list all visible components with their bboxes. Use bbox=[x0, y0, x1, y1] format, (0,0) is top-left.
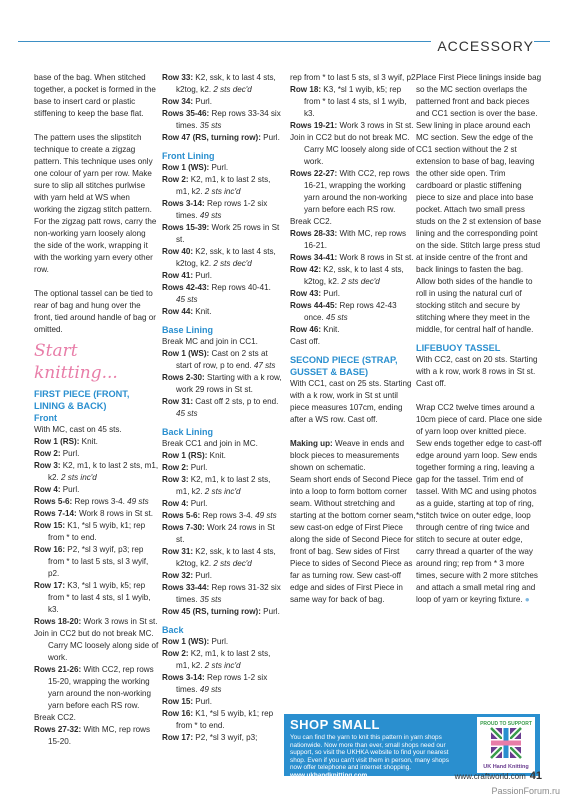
paragraph: Allow both sides of the handle to roll in using the natural curl of stocking stitch and secure by stitching where they meet in the middle, for central half of handle. bbox=[416, 277, 534, 334]
instruction-row bbox=[162, 732, 282, 744]
instruction-row bbox=[162, 636, 282, 648]
instruction-row bbox=[162, 306, 282, 318]
paragraph: The pattern uses the slipstitch technique to create a zigzag pattern. This technique uses only one colour of yarn per row. Make sure to slip all stitches purlwise with yarn held at WS when working the zigzag stitch pattern. For the zigzag patt rows, carry the non-working yarn loosely along the side of the work, wrapping it with the working yarn every other row. bbox=[34, 133, 157, 274]
row-text: K2, ssk, k to last 4 sts, k2tog, k2. bbox=[176, 73, 276, 94]
row-text: K1, *sl 5 wyib, k1; rep from * to end. bbox=[176, 709, 274, 730]
shop-link[interactable]: www.ukhandknitting.com bbox=[290, 771, 368, 779]
row-text: Purl. bbox=[60, 449, 80, 458]
row-list bbox=[162, 336, 282, 420]
row-text: Purl. bbox=[188, 499, 208, 508]
row-label: Row 46: bbox=[290, 325, 322, 334]
instruction-row bbox=[162, 546, 282, 570]
row-text: Purl. bbox=[60, 485, 80, 494]
section-heading: LIFEBUOY TASSEL bbox=[416, 343, 501, 353]
instruction-row bbox=[162, 510, 282, 522]
instruction-row bbox=[162, 372, 282, 396]
row-text: Purl. bbox=[193, 271, 212, 280]
row-text: Cast off 2 sts, p to end. bbox=[193, 397, 279, 406]
row-text: K2, ssk, k to last 4 sts, k2tog, k2. bbox=[304, 265, 404, 286]
row-label: Row 4: bbox=[162, 499, 189, 508]
row-label: Rows 5-6: bbox=[34, 497, 73, 506]
row-text: Rep rows 33-34 six times. bbox=[176, 109, 281, 130]
row-label: Row 34: bbox=[162, 97, 194, 106]
row-label: Row 16: bbox=[34, 545, 66, 554]
row-text: Rep rows 40-41. bbox=[209, 283, 271, 292]
row-list bbox=[162, 438, 282, 618]
instruction-row bbox=[34, 436, 159, 448]
subheading: Front Lining bbox=[162, 151, 215, 161]
section-tag: ACCESSORY bbox=[431, 38, 534, 54]
row-label: Rows 44-45: bbox=[290, 301, 338, 310]
row-list bbox=[162, 72, 282, 144]
instruction-row bbox=[162, 198, 282, 222]
row-label: Row 17: bbox=[162, 733, 194, 742]
row-note: 49 sts bbox=[252, 511, 277, 520]
row-label: Row 18: bbox=[290, 85, 322, 94]
instruction-row bbox=[34, 580, 159, 616]
row-label: Row 43: bbox=[290, 289, 322, 298]
subheading: Back Lining bbox=[162, 427, 214, 437]
instruction-row bbox=[162, 450, 282, 462]
row-text: rep from * to last 5 sts, sl 3 wyif, p2. bbox=[290, 73, 418, 82]
row-label: Row 2: bbox=[34, 449, 61, 458]
instruction-row bbox=[290, 132, 418, 168]
row-note: 2 sts dec'd bbox=[339, 277, 380, 286]
subheading: Base Lining bbox=[162, 325, 214, 335]
instruction-row bbox=[34, 460, 159, 484]
row-label: Rows 2-30: bbox=[162, 373, 205, 382]
instruction-row bbox=[162, 108, 282, 132]
instruction-row bbox=[162, 396, 282, 420]
row-text: K2, ssk, k to last 4 sts, k2tog, k2. bbox=[176, 247, 276, 268]
row-text: With MC, rep rows 16-21. bbox=[304, 229, 407, 250]
row-note: 2 sts inc'd bbox=[58, 473, 97, 482]
instruction-row bbox=[162, 696, 282, 708]
row-label: Row 3: bbox=[34, 461, 61, 470]
paragraph: base of the bag. When stitched together, a pocket is formed in the base to insert card or plastic stiffening to keep the base flat. bbox=[34, 73, 156, 118]
row-label: Row 2: bbox=[162, 649, 189, 658]
row-list bbox=[290, 72, 418, 348]
row-text: Cast off. bbox=[290, 337, 320, 346]
row-label: Row 47 (RS, turning row): bbox=[162, 133, 261, 142]
row-note: 2 sts dec'd bbox=[211, 559, 252, 568]
row-text: With MC, rep rows 15-20. bbox=[48, 725, 151, 746]
row-text: Break MC and join in CC1. bbox=[162, 337, 258, 346]
row-text: Purl. bbox=[193, 697, 212, 706]
row-label: Row 4: bbox=[34, 485, 61, 494]
paragraph-text: Wrap CC2 twelve times around a 10cm piece of card. Place one side of yarn loop over knitted piece. Sew ends together edge to cast-off edge around yarn loop. Sew ends together forming a ring, leaving a gap for the tassel. Trim end of tassel. With MC and using photos as a guide, starting at top of ring, *stitch twice on outer edge, loop through centre of ring twice and stitch to secure at outer edge, carry thread a quarter of the way around ring; rep from * 3 more times, secure with 2 more stitches and attach a small metal ring and loop of yarn or keyring fixture. bbox=[416, 403, 542, 604]
row-note: 45 sts bbox=[176, 409, 198, 418]
row-label: Rows 18-20: bbox=[34, 617, 82, 626]
row-note: 49 sts bbox=[124, 497, 149, 506]
column-2 bbox=[162, 72, 282, 744]
row-text: Join in CC2 but do not break MC. Carry MC loosely along side of work. bbox=[34, 629, 159, 662]
shop-text bbox=[290, 734, 452, 780]
page-number: 41 bbox=[529, 770, 542, 782]
row-label: Row 45 (RS, turning row): bbox=[162, 607, 261, 616]
instruction-row bbox=[162, 270, 282, 282]
instruction-row bbox=[162, 462, 282, 474]
instruction-row bbox=[162, 348, 282, 372]
instruction-row bbox=[290, 300, 418, 324]
row-note: 2 sts dec'd bbox=[211, 259, 252, 268]
row-text: Purl. bbox=[260, 133, 280, 142]
instruction-row bbox=[290, 72, 418, 84]
row-label: Rows 3-14: bbox=[162, 673, 205, 682]
end-mark-icon: ● bbox=[524, 595, 530, 604]
column-3 bbox=[290, 72, 418, 606]
row-label: Rows 35-46: bbox=[162, 109, 210, 118]
instruction-row bbox=[290, 324, 418, 336]
row-text: Break CC2. bbox=[290, 217, 332, 226]
instruction-row bbox=[162, 438, 282, 450]
row-label: Row 40: bbox=[162, 247, 194, 256]
row-text: Work 3 rows in St st. bbox=[81, 617, 158, 626]
paragraph: Seam short ends of Second Piece into a loop to form bottom corner seam. Without stretching and starting at the bottom corner seam, sew cast-on edge of First Piece along the side of Second Piece for front of bag. Sew sides of First Piece to sides of Second Piece as far as turning row. Sew cast-off edge and sides of First Piece in same way for back of bag. bbox=[290, 475, 416, 604]
row-text: Purl. bbox=[321, 289, 340, 298]
instruction-row bbox=[290, 264, 418, 288]
instruction-row bbox=[162, 648, 282, 672]
instruction-row bbox=[162, 162, 282, 174]
paragraph: Place First Piece linings inside bag so the MC section overlaps the patterned front and back pieces and CC1 section is over the base. Sew lining in place around each MC section. Sew the edge of the CC1 section without the 2 st extension to base of bag, leaving the other side open. Trim cardboard or plastic stiffening piece to size and place into base pocket. Attach two small press studs on the 2 st extension of base lining and the corresponding point on the side. Stitch large press stud at inside centre of the front and back linings to fasten the bag. bbox=[416, 73, 542, 274]
row-note: 45 sts bbox=[176, 295, 198, 304]
row-label: Row 44: bbox=[162, 307, 194, 316]
instruction-row bbox=[162, 672, 282, 696]
paragraph: With CC2, cast on 20 sts. Starting with a k row, work 8 rows in St st. Cast off. bbox=[416, 355, 538, 388]
row-text: Rep rows 3-4. bbox=[72, 497, 125, 506]
row-text: Rep rows 1-2 six times. bbox=[176, 673, 268, 694]
instruction-row bbox=[34, 664, 159, 712]
row-text: Knit. bbox=[321, 325, 340, 334]
instruction-row bbox=[34, 544, 159, 580]
row-label: Rows 15-39: bbox=[162, 223, 210, 232]
instruction-row bbox=[290, 84, 418, 120]
row-text: Rep rows 1-2 six times. bbox=[176, 199, 268, 220]
row-text: K3, *sl 1 wyib, k5; rep from * to last 4 sts, sl 1 wyib, k3. bbox=[304, 85, 407, 118]
row-label: Row 1 (RS): bbox=[34, 437, 80, 446]
instruction-row bbox=[34, 628, 159, 664]
row-list bbox=[162, 162, 282, 318]
logo-bottom-text: UK Hand Knitting bbox=[483, 764, 529, 770]
row-text: K3, *sl 1 wyib, k5; rep from * to last 4 sts, sl 1 wyib, k3. bbox=[48, 581, 151, 614]
row-label: Row 3: bbox=[162, 475, 189, 484]
row-text: Purl. bbox=[188, 463, 208, 472]
row-text: Rep rows 3-4. bbox=[200, 511, 253, 520]
row-label: Rows 28-33: bbox=[290, 229, 338, 238]
makeup-text: Weave in ends and block pieces to measurements shown on schematic. bbox=[290, 439, 405, 472]
row-label: Row 17: bbox=[34, 581, 66, 590]
footer-site[interactable]: www.craftworld.com bbox=[454, 772, 526, 781]
instruction-row bbox=[162, 132, 282, 144]
row-label: Row 31: bbox=[162, 397, 194, 406]
row-label: Row 15: bbox=[162, 697, 194, 706]
instruction-row bbox=[162, 336, 282, 348]
row-text: Purl. bbox=[193, 97, 212, 106]
row-label: Row 1 (WS): bbox=[162, 637, 210, 646]
row-text: Rep rows 42-43 once. bbox=[304, 301, 397, 322]
makeup-label: Making up: bbox=[290, 439, 333, 448]
row-text: Break CC2. bbox=[34, 713, 76, 722]
row-text: Knit. bbox=[79, 437, 98, 446]
instruction-row bbox=[162, 708, 282, 732]
instruction-row bbox=[34, 424, 159, 436]
union-flag-icon bbox=[477, 717, 535, 773]
row-note: 35 sts bbox=[197, 595, 222, 604]
instruction-row bbox=[34, 616, 159, 628]
row-text: Starting with a k row, work 29 rows in St st. bbox=[176, 373, 282, 394]
section-heading: FIRST PIECE (FRONT, LINING & BACK) bbox=[34, 389, 130, 411]
instruction-row bbox=[162, 174, 282, 198]
instruction-row bbox=[162, 222, 282, 246]
shop-title: SHOP SMALL bbox=[290, 717, 380, 732]
row-text: Break CC1 and join in MC. bbox=[162, 439, 258, 448]
instruction-row bbox=[162, 522, 282, 546]
paragraph bbox=[290, 438, 418, 474]
row-label: Row 33: bbox=[162, 73, 194, 82]
row-label: Row 2: bbox=[162, 175, 189, 184]
row-label: Rows 21-26: bbox=[34, 665, 82, 674]
row-text: Knit. bbox=[193, 307, 212, 316]
row-label: Row 41: bbox=[162, 271, 194, 280]
row-text: K2, m1, k to last 2 sts, m1, k2. bbox=[176, 649, 271, 670]
footer bbox=[455, 770, 542, 782]
row-text: K2, ssk, k to last 4 sts, k2tog, k2. bbox=[176, 547, 276, 568]
instruction-row bbox=[290, 288, 418, 300]
subheading: Front bbox=[34, 413, 57, 423]
column-4 bbox=[416, 72, 542, 606]
row-text: K2, m1, k to last 2 sts, m1, k2. bbox=[176, 475, 271, 496]
instruction-row bbox=[290, 120, 418, 132]
row-text: Purl. bbox=[209, 163, 229, 172]
row-list bbox=[162, 636, 282, 744]
row-text: Purl. bbox=[209, 637, 229, 646]
row-label: Row 1 (RS): bbox=[162, 451, 208, 460]
row-text: Work 24 rows in St st. bbox=[176, 523, 275, 544]
instruction-row bbox=[34, 484, 159, 496]
row-text: K2, m1, k to last 2 sts, m1, k2. bbox=[48, 461, 159, 482]
row-text: Purl. bbox=[260, 607, 280, 616]
row-label: Rows 27-32: bbox=[34, 725, 82, 734]
row-list bbox=[34, 424, 159, 748]
row-label: Rows 3-14: bbox=[162, 199, 205, 208]
instruction-row bbox=[34, 712, 159, 724]
row-text: K1, *sl 5 wyib, k1; rep from * to end. bbox=[48, 521, 146, 542]
instruction-row bbox=[34, 724, 159, 748]
instruction-row bbox=[162, 96, 282, 108]
row-note: 49 sts bbox=[197, 211, 222, 220]
logo-top-text: PROUD TO SUPPORT bbox=[480, 721, 532, 727]
row-label: Row 16: bbox=[162, 709, 194, 718]
row-text: Cast on 2 sts at start of row, p to end. bbox=[176, 349, 268, 370]
instruction-row bbox=[290, 216, 418, 228]
row-note: 45 sts bbox=[323, 313, 348, 322]
row-label: Rows 5-6: bbox=[162, 511, 201, 520]
row-text: P2, *sl 3 wyif, p3; rep from * to last 5 sts, sl 3 wyif, p2. bbox=[48, 545, 149, 578]
row-label: Row 15: bbox=[34, 521, 66, 530]
row-text: Purl. bbox=[193, 571, 212, 580]
section-heading: SECOND PIECE (STRAP, GUSSET & BASE) bbox=[290, 355, 398, 377]
row-text: With CC2, rep rows 15-20, wrapping the working yarn around the non-working yarn before each RS row. bbox=[48, 665, 154, 710]
row-label: Rows 19-21: bbox=[290, 121, 338, 130]
row-note: 2 sts inc'd bbox=[202, 487, 241, 496]
instruction-row bbox=[34, 520, 159, 544]
instruction-row bbox=[290, 228, 418, 252]
row-label: Row 2: bbox=[162, 463, 189, 472]
row-label: Rows 33-44: bbox=[162, 583, 210, 592]
instruction-row bbox=[34, 496, 159, 508]
paragraph: With CC1, cast on 25 sts. Starting with a k row, work in St st until piece measures 107cm, ending after a WS row. Cast off. bbox=[290, 379, 412, 424]
row-note: 49 sts bbox=[197, 685, 222, 694]
instruction-row bbox=[162, 246, 282, 270]
row-text: Knit. bbox=[207, 451, 226, 460]
instruction-row bbox=[290, 252, 418, 264]
start-knitting-heading: Start knitting... bbox=[34, 341, 118, 383]
row-label: Rows 7-30: bbox=[162, 523, 205, 532]
row-label: Row 42: bbox=[290, 265, 322, 274]
paragraph bbox=[416, 402, 542, 606]
row-text: Work 8 rows in St st. bbox=[76, 509, 154, 518]
row-label: Rows 22-27: bbox=[290, 169, 338, 178]
row-note: 2 sts inc'd bbox=[202, 187, 241, 196]
column-1 bbox=[34, 72, 159, 748]
instruction-row bbox=[290, 168, 418, 216]
watermark: PassionForum.ru bbox=[491, 786, 560, 796]
instruction-row bbox=[34, 448, 159, 460]
row-text: With MC, cast on 45 sts. bbox=[34, 425, 122, 434]
instruction-row bbox=[162, 498, 282, 510]
paragraph: The optional tassel can be tied to rear of bag and hung over the front, tied around handle of bag or omitted. bbox=[34, 289, 156, 334]
row-text: Rep rows 31-32 six times. bbox=[176, 583, 281, 604]
instruction-row bbox=[162, 72, 282, 96]
instruction-row bbox=[162, 570, 282, 582]
row-text: K2, m1, k to last 2 sts, m1, k2. bbox=[176, 175, 271, 196]
shop-body: You can find the yarn to knit this pattern in yarn shops nationwide. Now more than ever, small shops need our support, so visit the UKHKA website to find your nearest shop. Even if you can't visit them in person, many shops now offer telephone and internet shopping. bbox=[290, 734, 449, 772]
subheading: Back bbox=[162, 625, 184, 635]
row-label: Row 1 (WS): bbox=[162, 163, 210, 172]
row-label: Rows 42-43: bbox=[162, 283, 210, 292]
row-text: With CC2, rep rows 16-21, wrapping the working yarn around the non-working yarn before each RS row. bbox=[304, 169, 410, 214]
row-text: Work 25 rows in St st. bbox=[176, 223, 280, 244]
row-label: Row 1 (WS): bbox=[162, 349, 210, 358]
row-label: Rows 34-41: bbox=[290, 253, 338, 262]
instruction-row bbox=[162, 474, 282, 498]
ukhka-logo bbox=[477, 717, 535, 773]
row-note: 2 sts dec'd bbox=[211, 85, 252, 94]
instruction-row bbox=[162, 282, 282, 306]
row-note: 2 sts inc'd bbox=[202, 661, 241, 670]
row-text: P2, *sl 3 wyif, p3; bbox=[193, 733, 258, 742]
row-note: 35 sts bbox=[197, 121, 222, 130]
row-note: 47 sts bbox=[251, 361, 276, 370]
row-label: Row 31: bbox=[162, 547, 194, 556]
instruction-row bbox=[162, 606, 282, 618]
row-label: Row 32: bbox=[162, 571, 194, 580]
instruction-row bbox=[162, 582, 282, 606]
row-text: Join in CC2 but do not break MC. Carry MC loosely along side of work. bbox=[290, 133, 415, 166]
instruction-row bbox=[290, 336, 418, 348]
row-label: Rows 7-14: bbox=[34, 509, 77, 518]
row-text: Work 8 rows in St st. bbox=[337, 253, 414, 262]
row-text: Work 3 rows in St st. bbox=[337, 121, 414, 130]
instruction-row bbox=[34, 508, 159, 520]
